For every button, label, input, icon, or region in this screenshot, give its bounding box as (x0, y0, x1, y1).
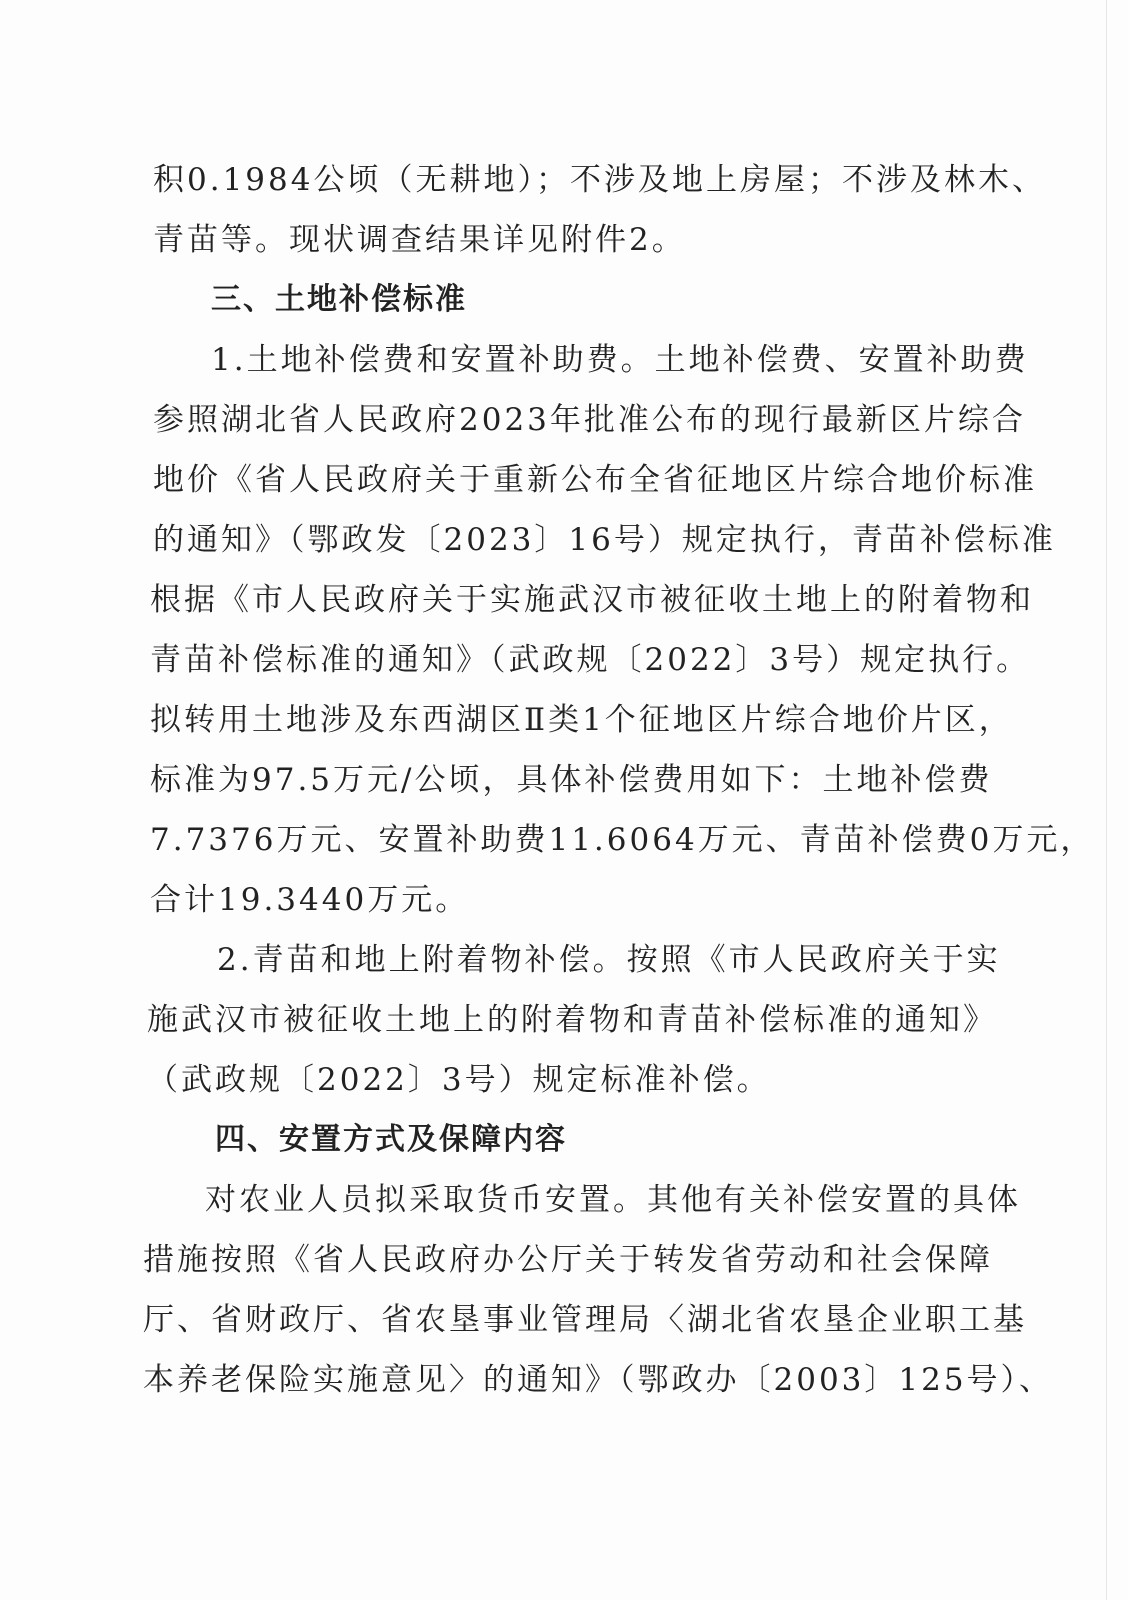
text-line-10: 拟转用土地涉及东西湖区Ⅱ类1个征地区片综合地价片区， (150, 702, 1013, 738)
text-line-9: 青苗补偿标准的通知》（武政规〔2022〕3号）规定执行。 (150, 642, 1031, 678)
text-line-1: 积0.1984公顷（无耕地）；不涉及地上房屋；不涉及林木、 (153, 162, 1046, 198)
text-line-4: 1.土地补偿费和安置补助费。土地补偿费、安置补助费 (211, 342, 1029, 378)
text-line-5: 参照湖北省人民政府2023年批准公布的现行最新区片综合 (153, 402, 1026, 438)
section-heading-3: 三、土地补偿标准 (211, 282, 467, 317)
text-line-14: 2.青苗和地上附着物补偿。按照《市人民政府关于实 (217, 942, 1001, 978)
text-line-16: （武政规〔2022〕3号）规定标准补偿。 (147, 1062, 771, 1098)
text-line-19: 措施按照《省人民政府办公厅关于转发省劳动和社会保障 (143, 1242, 993, 1278)
text-line-18: 对农业人员拟采取货币安置。其他有关补偿安置的具体 (205, 1182, 1021, 1218)
section-heading-4: 四、安置方式及保障内容 (215, 1122, 567, 1157)
text-line-13: 合计19.3440万元。 (150, 882, 470, 918)
text-line-11: 标准为97.5万元/公顷，具体补偿费用如下：土地补偿费 (150, 762, 993, 798)
text-line-2: 青苗等。现状调查结果详见附件2。 (153, 222, 686, 258)
text-line-21: 本养老保险实施意见〉的通知》（鄂政办〔2003〕125号）、 (143, 1362, 1054, 1398)
text-line-20: 厅、省财政厅、省农垦事业管理局〈湖北省农垦企业职工基 (143, 1302, 1027, 1338)
text-line-8: 根据《市人民政府关于实施武汉市被征收土地上的附着物和 (150, 582, 1034, 618)
text-line-12: 7.7376万元、安置补助费11.6064万元、青苗补偿费0万元， (150, 822, 1095, 858)
text-line-6: 地价《省人民政府关于重新公布全省征地区片综合地价标准 (153, 462, 1037, 498)
text-line-7: 的通知》（鄂政发〔2023〕16号）规定执行，青苗补偿标准 (153, 522, 1056, 558)
text-line-15: 施武汉市被征收土地上的附着物和青苗补偿标准的通知》 (147, 1002, 997, 1038)
scan-edge-line (1106, 0, 1107, 1600)
